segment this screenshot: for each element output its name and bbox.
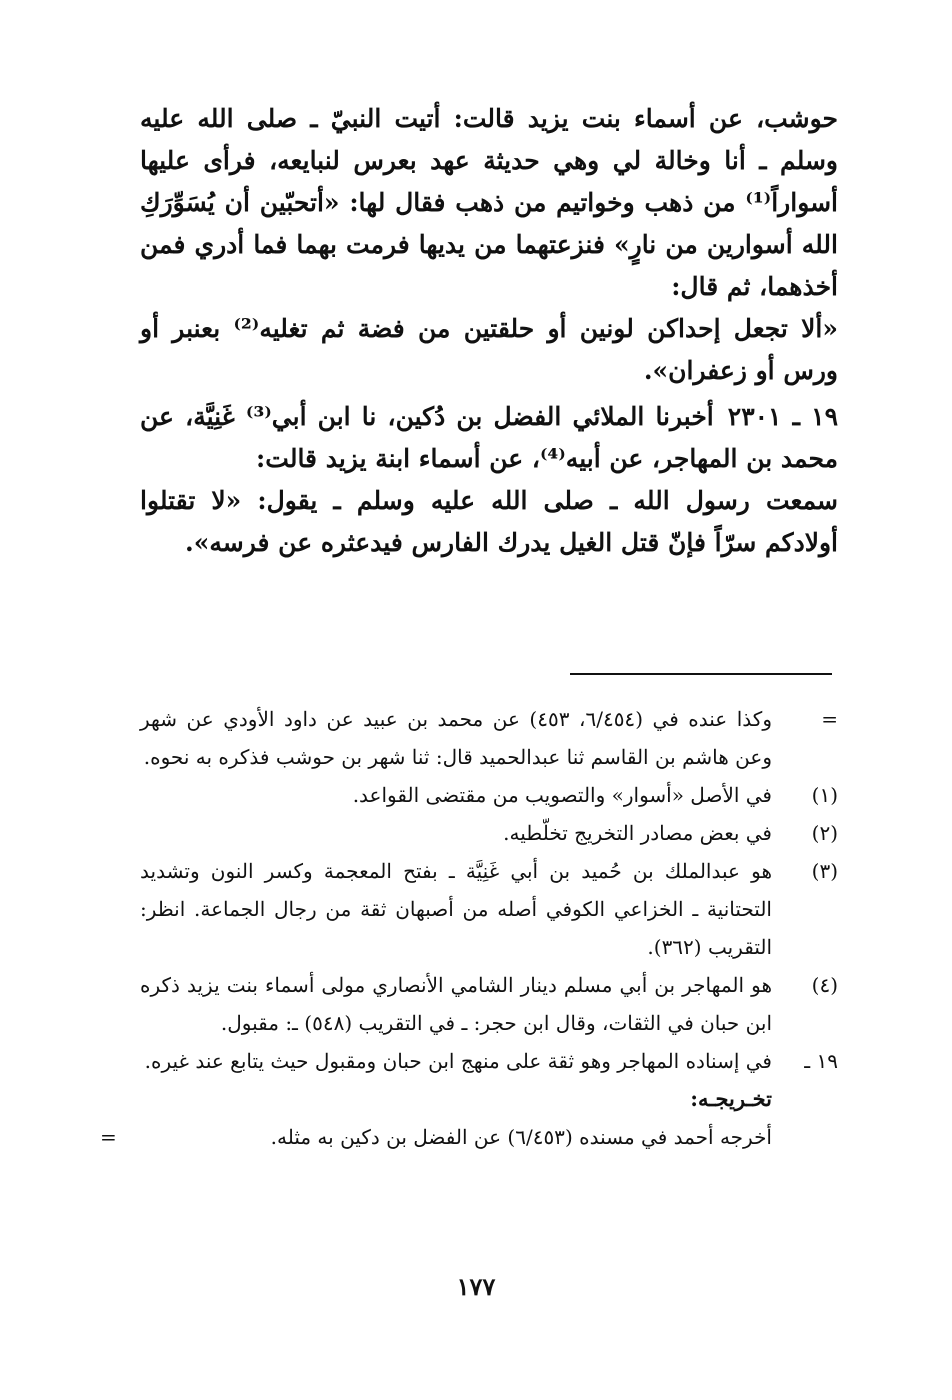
footnote-text: في بعض مصادر التخريج تخلّطيه. — [503, 821, 772, 845]
footnote-hadith-19 — [140, 1042, 838, 1080]
footnote-marker: (١) — [811, 783, 838, 807]
continuation-end-marker: = — [100, 1125, 117, 1149]
takhrij-text: أخرجه أحمد في مسنده (٦/٤٥٣) عن الفضل بن دكين به مثله. — [270, 1125, 772, 1149]
footnote-marker: (٤) — [811, 973, 838, 997]
paragraph-2: «ألا تجعل إحداكن لونين أو حلقتين من فضة ثم تغليه⁽²⁾ بعنبر أو ورس أو زعفران». — [140, 314, 838, 385]
footnote-3 — [140, 852, 838, 966]
takhrij-heading: تخـريجـه: — [690, 1086, 772, 1111]
footnote-text: في إسناده المهاجر وهو ثقة على منهج ابن حبان ومقبول حيث يتابع عند غيره. — [144, 1049, 772, 1073]
footnote-continuation — [140, 700, 838, 776]
main-text — [140, 98, 838, 564]
footnote-marker: (٢) — [811, 821, 838, 845]
footnote-marker: ١٩ ـ — [804, 1049, 838, 1073]
footnote-text: هو المهاجر بن أبي مسلم دينار الشامي الأنصاري مولى أسماء بنت يزيد ذكره ابن حبان في الثقات، وقال ابن حجر: ـ في التقريب (٥٤٨) ـ: مقبول. — [140, 973, 772, 1035]
footnote-2 — [140, 814, 838, 852]
footnote-text: في الأصل «أسوار» والتصويب من مقتضى القواعد. — [352, 783, 772, 807]
footnote-marker: (٣) — [811, 859, 838, 883]
footnotes — [100, 700, 838, 1156]
continuation-marker: = — [821, 707, 838, 731]
paragraph-1: حوشب، عن أسماء بنت يزيد قالت: أتيت النبيّ ـ صلى الله عليه وسلم ـ أنا وخالة لي وهي حديثة عهد بعرس لنبايعه، فرأى عليها أسواراً⁽¹⁾ من ذهب وخواتيم من ذهب فقال لها: «أتحبّين أن يُسَوِّرَكِ الله أسوارين من نارٍ» فنزعتهما من يديها فرمت بهما فما أدري فمن أخذهما، ثم قال: — [140, 104, 838, 301]
footnote-text: وكذا عنده في (٦/٤٥٤، ٤٥٣) عن محمد بن عبيد عن داود الأودي عن شهر وعن هاشم بن القاسم ثنا عبدالحميد قال: ثنا شهر بن حوشب فذكره به نحوه. — [140, 707, 772, 769]
footnote-text: هو عبدالملك بن حُميد بن أبي غَنِيَّة ـ بفتح المعجمة وكسر النون وتشديد التحتانية ـ الخزاعي الكوفي أصله من أصبهان ثقة من رجال الجماعة. انظر: التقريب (٣٦٢). — [140, 859, 772, 959]
page-number: ١٧٧ — [456, 1272, 496, 1301]
footnote-1 — [140, 776, 838, 814]
takhrij-section — [100, 1118, 772, 1156]
paragraph-4: سمعت رسول الله ـ صلى الله عليه وسلم ـ يقول: «لا تقتلوا أولادكم سرّاً فإنّ قتل الغيل يدرك الفارس فيدعثره عن فرسه». — [140, 486, 838, 557]
hadith-number: ١٩ ـ ٢٣٠١ — [727, 402, 839, 431]
footnote-separator — [570, 673, 832, 675]
footnote-4 — [140, 966, 838, 1042]
hadith-paragraph — [140, 396, 838, 480]
paragraph-3: أخبرنا الملائي الفضل بن دُكين، نا ابن أبي⁽³⁾ غَنِيَّة، عن محمد بن المهاجر، عن أبيه⁽⁴⁾، عن أسماء ابنة يزيد قالت: — [140, 402, 838, 473]
